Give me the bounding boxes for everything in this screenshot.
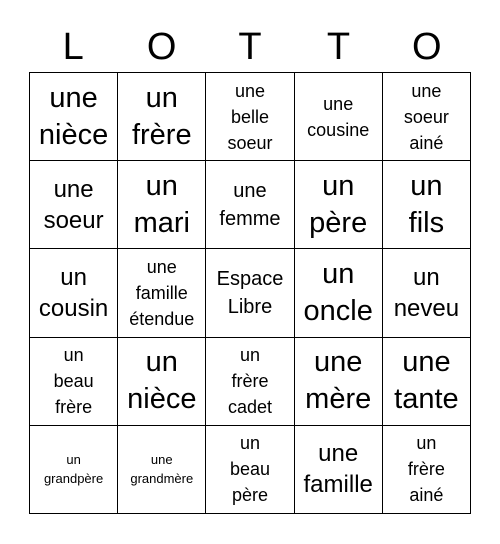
cell-2-3[interactable] xyxy=(206,161,294,249)
cell-5-4[interactable] xyxy=(295,426,383,514)
lotto-grid xyxy=(29,72,471,514)
cell-5-3[interactable] xyxy=(206,426,294,514)
header-letter-o: O xyxy=(146,26,177,68)
header-letter-l: L xyxy=(62,26,84,68)
cell-1-3[interactable] xyxy=(206,73,294,161)
cell-text: un neveu xyxy=(393,263,460,322)
cell-text: Espace Libre xyxy=(216,267,284,318)
cell-text: une famille étendue xyxy=(129,256,195,329)
cell-4-3[interactable] xyxy=(206,338,294,426)
cell-1-2[interactable] xyxy=(118,73,206,161)
cell-3-3-free-space[interactable] xyxy=(206,249,294,337)
header-letter-t: T xyxy=(238,26,262,68)
cell-3-5[interactable] xyxy=(383,249,471,337)
cell-5-5[interactable] xyxy=(383,426,471,514)
cell-text: une cousine xyxy=(307,93,370,140)
cell-text: un père xyxy=(309,169,368,239)
cell-3-1[interactable] xyxy=(30,249,118,337)
cell-text: une nièce xyxy=(38,81,109,151)
cell-text: un frère cadet xyxy=(227,345,273,418)
cell-1-1[interactable] xyxy=(30,73,118,161)
cell-text: un oncle xyxy=(303,257,373,327)
cell-text: une soeur ainé xyxy=(403,80,449,153)
cell-5-2[interactable] xyxy=(118,426,206,514)
cell-4-1[interactable] xyxy=(30,338,118,426)
cell-text: un fils xyxy=(408,169,445,239)
cell-text: une mère xyxy=(305,346,372,416)
cell-text: un grandpère xyxy=(43,452,104,487)
cell-5-1[interactable] xyxy=(30,426,118,514)
cell-text: une femme xyxy=(219,179,281,230)
cell-text: une famille xyxy=(303,440,373,499)
cell-4-5[interactable] xyxy=(383,338,471,426)
cell-4-4[interactable] xyxy=(295,338,383,426)
cell-text: un cousin xyxy=(38,263,109,322)
cell-text: une soeur xyxy=(43,175,104,234)
cell-3-4[interactable] xyxy=(295,249,383,337)
cell-text: une tante xyxy=(394,346,459,416)
cell-text: une belle soeur xyxy=(227,80,273,153)
header-letter-o-2: O xyxy=(412,26,442,68)
cell-text: un frère ainé xyxy=(407,433,445,506)
cell-1-5[interactable] xyxy=(383,73,471,161)
cell-text: un beau frère xyxy=(53,345,94,418)
cell-2-1[interactable] xyxy=(30,161,118,249)
cell-text: un frère xyxy=(131,81,192,151)
header-letter-t-2: T xyxy=(326,26,351,68)
cell-1-4[interactable] xyxy=(295,73,383,161)
cell-4-2[interactable] xyxy=(118,338,206,426)
cell-text: un mari xyxy=(133,169,190,239)
cell-2-5[interactable] xyxy=(383,161,471,249)
cell-3-2[interactable] xyxy=(118,249,206,337)
cell-text: un nièce xyxy=(127,346,197,416)
lotto-header xyxy=(29,22,471,72)
cell-2-4[interactable] xyxy=(295,161,383,249)
cell-text: une grandmère xyxy=(130,452,194,487)
cell-text: un beau père xyxy=(229,433,271,506)
cell-2-2[interactable] xyxy=(118,161,206,249)
